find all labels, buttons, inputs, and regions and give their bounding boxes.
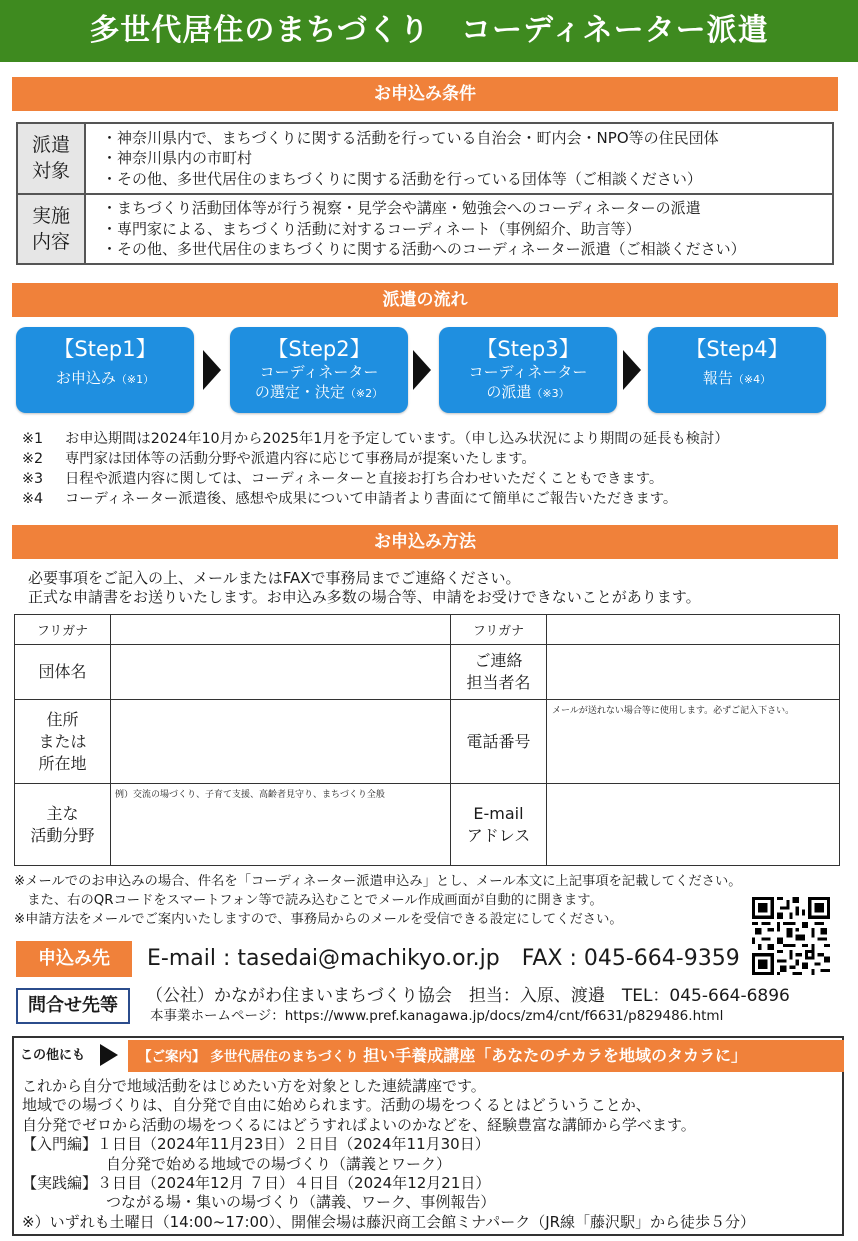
arrow-right-icon (203, 350, 221, 390)
step-title: 【Step4】 (685, 337, 789, 361)
conditions-heading-content (17, 194, 85, 265)
condition-item: ・専門家による、まちづくり活動に対するコーディネート（事例紹介、助言等） (102, 219, 641, 238)
note-text: お申込期間は2024年10月から2025年1月を予定しています。（申し込み状況により期間の延長も検討） (65, 431, 729, 447)
label-text: 電話番号 (466, 731, 531, 751)
step-4 (648, 327, 826, 413)
step-note: （※4） (732, 373, 772, 386)
activity-field-hint: 例）交流の場づくり、子育て支援、高齢者見守り、まちづくり全般 (115, 790, 385, 800)
label-line: 担当者名 (466, 673, 531, 692)
step-line (439, 382, 617, 404)
label-line: アドレス (466, 825, 531, 845)
contact-person-input[interactable] (547, 645, 840, 700)
condition-item: ・まちづくり活動団体等が行う視察・見学会や講座・勉強会へのコーディネーターの派遣 (102, 199, 701, 217)
form-row-furigana (15, 615, 840, 645)
phone-hint: メールが送れない場合等に使用します。必ずご記入下さい。 (552, 706, 795, 716)
heading-line: 実施 (31, 204, 70, 227)
heading-line: 派遣 (31, 134, 70, 157)
banner-tag: 【ご案内】 (138, 1049, 206, 1065)
course-line: 地域での場づくりは、自分発で自由に始められます。活動の場をつくるとはどういうことか、 (22, 1096, 651, 1115)
heading-line: 内容 (31, 230, 70, 253)
step-line (230, 382, 408, 404)
conditions-row-content (17, 194, 833, 265)
schedule-line: 自分発で始める地域での場づくり（講義とワーク） (106, 1154, 452, 1173)
mail-notes (14, 872, 742, 929)
heading-line: 対象 (31, 160, 70, 183)
arrow-right-icon (100, 1044, 118, 1066)
label-line: E-mail (473, 803, 524, 823)
step-label (16, 368, 194, 390)
step-1 (16, 327, 194, 413)
course-line: 自分発でゼロから活動の場をつくるにはどうすればよいのかなどを、経験豊富な講師から学べます。 (22, 1115, 696, 1134)
step-line (439, 362, 617, 382)
furigana-label: フリガナ (15, 615, 111, 645)
step-2 (230, 327, 408, 413)
step-line (230, 362, 408, 382)
furigana-label: フリガナ (451, 615, 547, 645)
note-item (22, 429, 729, 449)
step-note: （※1） (115, 373, 155, 386)
banner-title: 担い手養成講座「あなたのチカラを地域のタカラに」 (363, 1046, 747, 1065)
course-banner (128, 1040, 844, 1072)
form-row-address (15, 700, 840, 784)
step-note: （※3） (531, 387, 570, 400)
org-name-label (15, 645, 111, 700)
step-title: 【Step1】 (53, 337, 157, 361)
course-footnote: ※）いずれも土曜日（14:00~17:00）、開催会場は藤沢商工会館ミナパーク（JR線「藤沢駅」から徒歩５分） (22, 1212, 756, 1231)
inquiry-label: 問合せ先等 (16, 988, 130, 1024)
note-item (22, 449, 729, 469)
conditions-heading-target (17, 123, 85, 194)
mail-note-line: ※申請方法をメールでご案内いたしますので、事務局からのメールを受信できる設定にしてください。 (14, 912, 623, 927)
condition-item: ・その他、多世代居住のまちづくりに関する活動を行っている団体等（ご相談ください） (102, 169, 702, 188)
course-line: これから自分で地域活動をはじめたい方を対象とした連続講座です。 (22, 1077, 486, 1095)
note-item (22, 489, 729, 509)
step-line: 報告 (702, 369, 733, 387)
conditions-body-content (85, 194, 833, 265)
furigana-input-org[interactable] (111, 615, 451, 645)
step-label (648, 368, 826, 390)
page-title: 多世代居住のまちづくり コーディネーター派遣 (0, 0, 858, 62)
label-line: 主な (46, 803, 79, 823)
mail-note-line: ※メールでのお申込みの場合、件名を「コーディネーター派遣申込み」とし、メール本文に上記事項を記載してください。 (14, 874, 742, 889)
note-mark: ※3 (22, 471, 44, 487)
mail-note-line: また、右のQRコードをスマートフォン等で読み込むことでメール作成画面が自動的に開きます。 (14, 893, 603, 908)
note-text: コーディネーター派遣後、感想や成果について申請者より書面にて簡単にご報告いただきます。 (65, 491, 678, 507)
step-line-text: コーディネーター (259, 363, 379, 381)
section-header-conditions: お申込み条件 (12, 77, 838, 111)
phone-input[interactable] (547, 700, 840, 784)
phone-label (451, 700, 547, 784)
note-mark: ※2 (22, 451, 44, 467)
section-header-flow: 派遣の流れ (12, 283, 838, 317)
flow-notes (22, 429, 729, 509)
step-3 (439, 327, 617, 413)
intro-line: 正式な申請書をお送りいたします。お申込み多数の場合等、申請をお受けできないことがあります。 (28, 588, 701, 606)
org-name-input[interactable] (111, 645, 451, 700)
contact-person-label (451, 645, 547, 700)
schedule-line: 【実践編】３日目（2024年12月 ７日）４日目（2024年12月21日） (22, 1174, 491, 1193)
activity-field-label (15, 784, 111, 866)
address-input[interactable] (111, 700, 451, 784)
furigana-input-contact[interactable] (547, 615, 840, 645)
other-label: この他にも (20, 1048, 86, 1063)
form-row-field (15, 784, 840, 866)
label-text: 団体名 (38, 662, 87, 681)
step-title: 【Step3】 (476, 337, 580, 361)
method-intro (28, 569, 701, 607)
project-homepage-link[interactable]: 本事業ホームページ：https://www.pref.kanagawa.jp/docs/zm4/cnt/f6631/p829486.html (150, 1008, 724, 1024)
note-text: 日程や派遣内容に関しては、コーディネーターと直接お打ち合わせいただくこともできます。 (65, 471, 664, 487)
inquiry-contact: （公社）かながわ住まいまちづくり協会 担当：入原、渡邉 TEL：045-664-6896 (146, 986, 790, 1006)
step-note: （※2） (344, 387, 384, 400)
course-description (22, 1077, 755, 1232)
conditions-body-target (85, 123, 833, 194)
condition-item: ・神奈川県内で、まちづくりに関する活動を行っている自治会・町内会・NPO等の住民団体 (102, 128, 719, 147)
note-item (22, 469, 729, 489)
arrow-right-icon (413, 350, 431, 390)
email-label (451, 784, 547, 866)
apply-contact[interactable]: E-mail : tasedai@machikyo.or.jp FAX : 045-664-9359 (147, 946, 740, 971)
label-line: または (38, 731, 87, 751)
banner-subtitle: 多世代居住のまちづくり (210, 1049, 359, 1065)
section-header-method: お申込み方法 (12, 525, 838, 559)
form-row-name (15, 645, 840, 700)
step-line: お申込み (55, 369, 116, 387)
condition-item: ・その他、多世代居住のまちづくりに関する活動へのコーディネーター派遣（ご相談ください） (102, 240, 746, 258)
qr-code-icon[interactable] (752, 897, 830, 975)
note-mark: ※1 (22, 431, 44, 447)
apply-label: 申込み先 (16, 941, 132, 977)
conditions-row-target (17, 123, 833, 194)
address-label (15, 700, 111, 784)
schedule-line: 【入門編】１日目（2024年11月23日）２日目（2024年11月30日） (22, 1135, 490, 1154)
label-line: 所在地 (38, 753, 87, 773)
schedule-line: つながる場・集いの場づくり（講義、ワーク、事例報告） (106, 1193, 496, 1212)
intro-line: 必要事項をご記入の上、メールまたはFAXで事務局までご連絡ください。 (28, 569, 521, 587)
activity-field-input[interactable] (111, 784, 451, 866)
conditions-table (16, 122, 834, 265)
step-line-text: の派遣 (486, 383, 532, 401)
step-title: 【Step2】 (267, 337, 371, 361)
label-line: 住所 (46, 709, 79, 729)
email-input[interactable] (547, 784, 840, 866)
application-form (14, 614, 840, 866)
note-mark: ※4 (22, 491, 44, 507)
label-line: 活動分野 (30, 825, 95, 845)
condition-item: ・神奈川県内の市町村 (102, 149, 253, 167)
step-line-text: の選定・決定 (254, 383, 345, 401)
note-text: 専門家は団体等の活動分野や派遣内容に応じて事務局が提案いたします。 (65, 451, 536, 467)
step-line-text: コーディネーター (468, 363, 588, 381)
arrow-right-icon (623, 350, 641, 390)
label-line: ご連絡 (474, 651, 523, 670)
